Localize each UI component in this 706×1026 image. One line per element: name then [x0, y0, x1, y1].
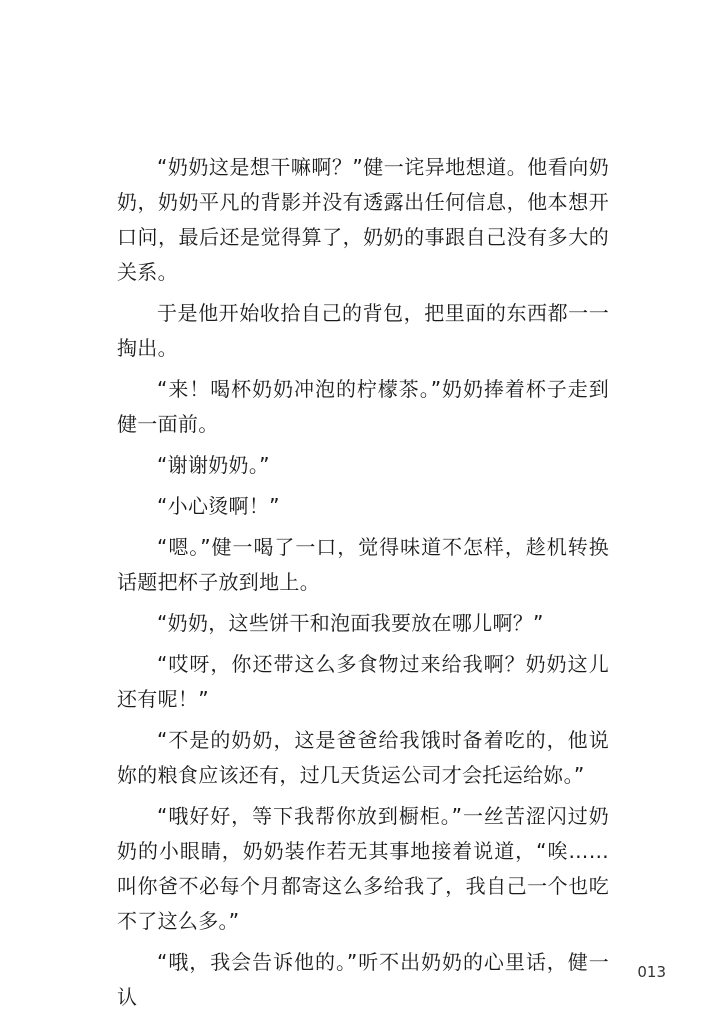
paragraph: 于是他开始收拾自己的背包，把里面的东西都一一掏出。 — [117, 301, 609, 360]
paragraph: “奶奶，这些饼干和泡面我要放在哪儿啊？” — [157, 611, 544, 635]
paragraph: “哦好好，等下我帮你放到橱柜。”一丝苦涩闪过奶奶的小眼睛，奶奶装作若无其事地接着说道，“唉……叫你爸不必每个月都寄这么多给我了，我自己一个也吃不了这么多。” — [117, 804, 609, 933]
paragraph: “小心烫啊！” — [157, 494, 280, 518]
paragraph: “来！喝杯奶奶冲泡的柠檬茶。”奶奶捧着杯子走到健一面前。 — [117, 377, 609, 436]
paragraph: “嗯。”健一喝了一口，觉得味道不怎样，趁机转换话题把杯子放到地上。 — [117, 535, 609, 594]
paragraph: “奶奶这是想干嘛啊？”健一诧异地想道。他看向奶奶，奶奶平凡的背影并没有透露出任何信息，他本想开口问，最后还是觉得算了，奶奶的事跟自己没有多大的关系。 — [117, 155, 609, 284]
page-number: 013 — [637, 963, 666, 981]
body-text — [117, 150, 609, 1021]
paragraph: “哎呀，你还带这么多食物过来给我啊？奶奶这儿还有呢！” — [117, 652, 609, 711]
paragraph: “哦，我会告诉他的。”听不出奶奶的心里话，健一认 — [117, 950, 609, 1009]
paragraph: “不是的奶奶，这是爸爸给我饿时备着吃的，他说妳的粮食应该还有，过几天货运公司才会托运给妳。” — [117, 728, 609, 787]
paragraph: “谢谢奶奶。” — [157, 453, 270, 477]
